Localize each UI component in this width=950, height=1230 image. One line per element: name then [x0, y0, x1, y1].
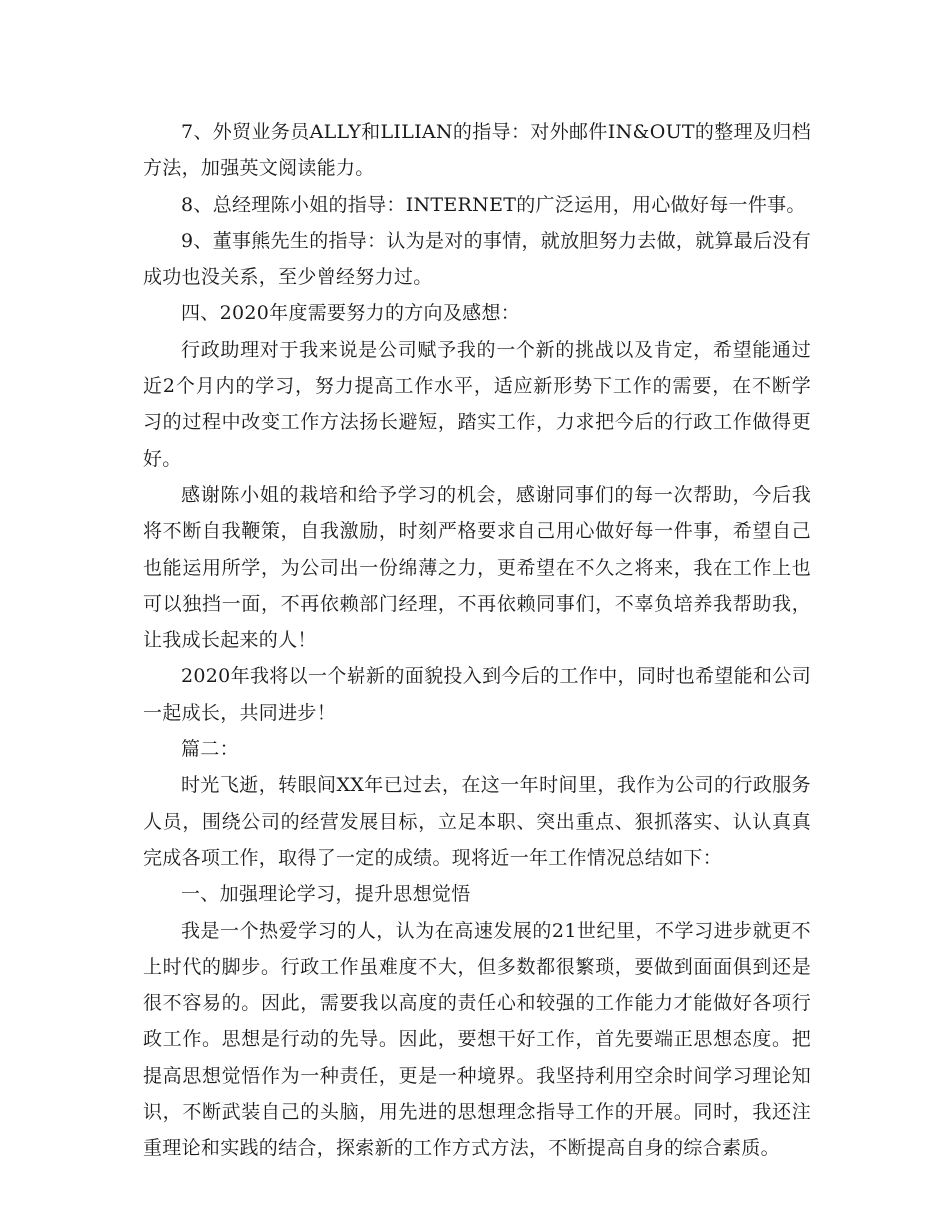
paragraph-item-8: 8、总经理陈小姐的指导：INTERNET的广泛运用，用心做好每一件事。	[181, 193, 806, 216]
section-heading-part-two: 篇二：	[181, 738, 239, 761]
paragraph-item-7: 7、外贸业务员ALLY和LILIAN的指导：对外邮件IN&OUT的整理及归档方法，加强英文阅读能力。	[143, 121, 811, 180]
document-body	[143, 114, 811, 1167]
section-heading-four: 四、2020年度需要努力的方向及感想：	[181, 302, 521, 325]
paragraph-learning: 我是一个热爱学习的人，认为在高速发展的21世纪里，不学习进步就更不上时代的脚步。行政工作虽难度不大，但多数都很繁琐，要做到面面俱到还是很不容易的。因此，需要我以高度的责任心和较强的工作能力才能做好各项行政工作。思想是行动的先导。因此，要想干好工作，首先要端正思想态度。把提高思想觉悟作为一种责任，更是一种境界。我坚持利用空余时间学习理论知识，不断武装自己的头脑，用先进的思想理念指导工作的开展。同时，我还注重理论和实践的结合，探索新的工作方式方法，不断提高自身的综合素质。	[143, 919, 811, 1160]
paragraph-item-9: 9、董事熊先生的指导：认为是对的事情，就放胆努力去做，就算最后没有成功也没关系，至少曾经努力过。	[143, 229, 811, 289]
paragraph-2020-outlook: 2020年我将以一个崭新的面貌投入到今后的工作中，同时也希望能和公司一起成长，共同进步！	[143, 665, 811, 724]
paragraph-intro: 时光飞逝，转眼间XX年已过去，在这一年时间里，我作为公司的行政服务人员，围绕公司的经营发展目标，立足本职、突出重点、狠抓落实、认认真真完成各项工作，取得了一定的成绩。现将近一年工作情况总结如下：	[143, 774, 811, 869]
paragraph-admin-assistant: 行政助理对于我来说是公司赋予我的一个新的挑战以及肯定，希望能通过近2个月内的学习，努力提高工作水平，适应新形势下工作的需要，在不断学习的过程中改变工作方法扬长避短，踏实工作，力求把今后的行政工作做得更好。	[143, 338, 811, 470]
section-heading-one: 一、加强理论学习，提升思想觉悟	[181, 883, 471, 906]
paragraph-thanks: 感谢陈小姐的栽培和给予学习的机会，感谢同事们的每一次帮助，今后我将不断自我鞭策，自我激励，时刻严格要求自己用心做好每一件事，希望自己也能运用所学，为公司出一份绵薄之力，更希望在不久之将来，我在工作上也可以独挡一面，不再依赖部门经理，不再依赖同事们，不辜负培养我帮助我，让我成长起来的人！	[143, 483, 811, 652]
